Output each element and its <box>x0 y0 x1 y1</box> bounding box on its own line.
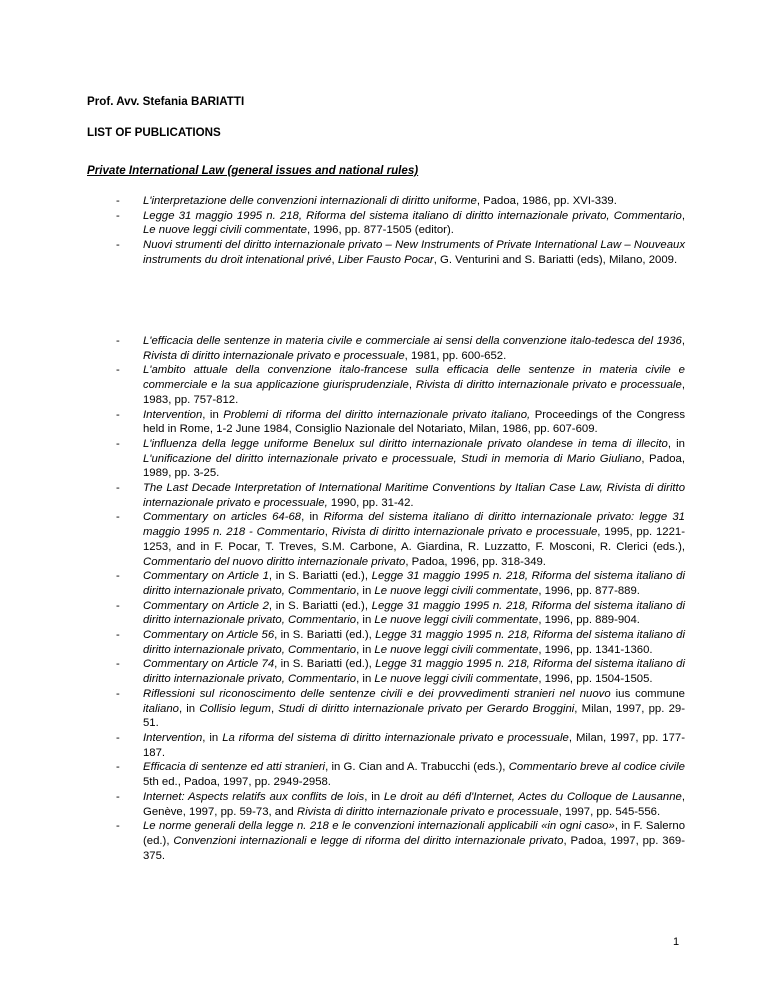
publication-text: Legge 31 maggio 1995 n. 218, Riforma del sistema italiano di diritto internazionale privato, Commentario <box>143 570 685 597</box>
publication-text: , 1983, pp. 757-812. <box>143 379 685 406</box>
publication-text: , <box>331 253 338 266</box>
publication-text: 1990, pp. 31-42. <box>327 496 414 509</box>
publication-text: , G. Venturini and S. Bariatti (eds), Milano, 2009. <box>433 253 678 266</box>
publication-text: , 1995, pp. 1221-1253, and in F. Pocar, T. Treves, S.M. Carbone, A. Giardina, R. Luzzatto, F. Mosconi, R. Clerici (eds.), <box>143 526 686 553</box>
publication-entry <box>116 599 685 628</box>
publication-text: , Padoa, 1986, pp. XVI-339. <box>476 195 617 207</box>
publication-text: Legge 31 maggio 1995 n. 218, Riforma del sistema italiano di diritto internazionale privato, Commentario <box>143 599 685 627</box>
publication-text: , Genève, 1997, pp. 59-73, and <box>143 790 685 818</box>
publication-text: , in G. Cian and A. Trabucchi (eds.), <box>325 761 509 774</box>
publication-text: , in S. Bariatti (ed.), <box>274 629 376 642</box>
publication-text: Intervention <box>143 408 203 421</box>
publication-entry <box>116 569 685 598</box>
publication-text: , 1981, pp. 600-652. <box>404 349 507 362</box>
publication-text: Commentary on Article 1 <box>143 570 269 583</box>
publication-text: Rivista di diritto internazionale privato e processuale <box>143 349 405 362</box>
publication-text: , in S. Bariatti (ed.), <box>268 599 372 612</box>
publication-text: 5th ed., Padoa, 1997, pp. 2949-2958. <box>143 776 331 789</box>
publication-text: , in <box>301 511 324 524</box>
publication-text: , in <box>356 643 375 656</box>
publication-text: Riflessioni sul riconoscimento delle sentenze civili e dei provvedimenti stranieri nel nuovo <box>143 687 611 700</box>
publication-text: , <box>270 702 279 715</box>
section-heading: Private International Law (general issues and national rules) <box>87 164 419 177</box>
publication-entry <box>116 731 685 760</box>
publication-entry <box>116 510 685 569</box>
publication-text: Le nuove leggi civili commentate <box>374 584 539 597</box>
document-title: LIST OF PUBLICATIONS <box>87 126 221 139</box>
publication-text: Le droit au défi d'Internet, Actes du Colloque de Lausanne <box>383 790 682 803</box>
publication-text: Le nuove leggi civili commentate <box>143 224 307 237</box>
publication-text: , Padoa, 1996, pp. 318-349. <box>405 555 546 568</box>
publication-text: Rivista di diritto internazionale privato e processuale <box>415 379 682 392</box>
publication-text: L'unificazione del diritto internazionale privato e processuale, Studi in memoria di Mario Giuliano <box>143 452 642 465</box>
publication-text: Collisio legum <box>199 702 271 715</box>
publication-text: , 1997, pp. 545-556. <box>558 805 661 818</box>
publication-text: , 1996, pp. 1341-1360. <box>538 643 653 656</box>
publication-text: italiano <box>143 702 179 715</box>
publication-entry <box>116 790 685 819</box>
publication-text: Convenzioni internazionali e legge di riforma del diritto internazionale privato <box>173 834 564 847</box>
publication-entry <box>116 334 685 363</box>
publication-text: , in <box>667 437 685 450</box>
publication-text: Commentary on Article 74 <box>143 658 275 671</box>
publication-text: , in <box>364 790 384 803</box>
publication-text: Riforma del sistema italiano di diritto internazionale privato: legge 31 maggio 1995 n. 218 - Commentario <box>143 511 685 539</box>
publication-text: , 1996, pp. 889-904. <box>538 614 640 627</box>
publication-entry <box>116 363 685 407</box>
publication-text: , in <box>356 673 375 686</box>
publication-entry <box>116 628 685 657</box>
publication-text: , in S. Bariatti (ed.), <box>268 570 372 583</box>
publication-text: Commentario breve al codice civile <box>508 761 685 774</box>
publication-text: Le nuove leggi civili commentate <box>374 673 539 686</box>
publication-text: , in S. Bariatti (ed.), <box>274 658 376 671</box>
publication-entry <box>116 657 685 686</box>
publication-text: Le norme generali della legge n. 218 e le convenzioni internazionali applicabili «in ogni caso» <box>143 820 615 833</box>
publication-text: Rivista di diritto internazionale privato e processuale <box>296 805 559 818</box>
publication-text: , 1996, pp. 877-1505 (editor). <box>306 224 454 237</box>
publication-text: ius commune <box>610 687 685 700</box>
publication-text: , <box>681 209 685 222</box>
publication-text: The Last Decade Interpretation of International Maritime Conventions by Italian Case Law, Rivista di diritto internazionale privato e processuale, <box>143 482 685 509</box>
publication-text: Le nuove leggi civili commentate <box>374 643 539 656</box>
publication-text: La riforma del sistema di diritto internazionale privato e processuale <box>222 731 569 744</box>
publication-text: , in <box>356 614 375 627</box>
publication-entry <box>116 238 685 267</box>
publication-text: , Padoa, 1989, pp. 3-25. <box>143 452 685 480</box>
publication-text: Legge 31 maggio 1995 n. 218, Riforma del sistema italiano di diritto internazionale privato, Commentario <box>143 658 685 686</box>
publication-text: Commentario del nuovo diritto internazionale privato <box>143 555 406 568</box>
publication-text: Problemi di riforma del diritto internazionale privato italiano, <box>223 408 531 421</box>
publication-text: L'interpretazione delle convenzioni internazionali di diritto uniforme <box>143 195 477 207</box>
publication-text: , <box>681 335 685 347</box>
publication-text: Legge 31 maggio 1995 n. 218, Riforma del sistema italiano di diritto internazionale privato, Commentario <box>143 629 685 656</box>
publication-text: Internet: Aspects relatifs aux conflits de lois <box>143 790 365 803</box>
publication-text: Nuovi strumenti del diritto internazionale privato – New Instruments of Private International Law – Nouveaux instruments du droit intenational privé <box>143 239 685 266</box>
publication-entry <box>116 437 685 481</box>
publication-entry <box>116 760 685 789</box>
publication-list-articles <box>116 334 685 863</box>
publication-text: L'influenza della legge uniforme Benelux sul diritto internazionale privato olandese in tema di illecito <box>143 437 668 450</box>
publication-text: Commentary on Article 2 <box>143 599 269 612</box>
publication-text: , in <box>202 408 224 421</box>
publication-text: Liber Fausto Pocar <box>337 253 434 266</box>
publication-text: L'ambito attuale della convenzione italo-francese sulla efficacia delle sentenze in materia civile e commerciale e la sua applicazione giurisprudenziale <box>143 364 685 392</box>
publication-text: , 1996, pp. 1504-1505. <box>538 673 653 686</box>
page-number: 1 <box>673 936 680 948</box>
publication-text: Intervention <box>143 731 203 744</box>
publication-text: , in F. Salerno (ed.), <box>143 820 686 847</box>
publication-text: L'efficacia delle sentenze in materia civile e commerciale ai sensi della convenzione italo-tedesca del 1936 <box>143 335 682 347</box>
publication-text: , 1996, pp. 877-889. <box>538 584 640 597</box>
publication-entry <box>116 819 685 863</box>
publication-list-main <box>116 194 685 268</box>
publication-entry <box>116 408 685 437</box>
publication-text: Le nuove leggi civili commentate <box>374 614 539 627</box>
publication-text: , in <box>356 584 375 597</box>
publication-text: , in <box>178 702 200 715</box>
publication-entry <box>116 687 685 731</box>
publication-text: Efficacia di sentenze ed atti stranieri <box>143 761 326 774</box>
publication-text: , in <box>202 731 223 744</box>
publication-text: Legge 31 maggio 1995 n. 218, Riforma del sistema italiano di diritto internazionale privato, Commentario <box>143 209 682 222</box>
publication-text: Commentary on Article 56 <box>143 629 275 642</box>
publication-text: Studi di diritto internazionale privato per Gerardo Broggini <box>278 702 575 715</box>
publication-entry <box>116 209 685 238</box>
publication-text: Proceedings of the Congress held in Rome, 1-2 June 1984, Consiglio Nazionale del Notariato, Milan, 1986, pp. 607-609. <box>143 408 685 436</box>
publication-entry <box>116 194 685 209</box>
author-name: Prof. Avv. Stefania BARIATTI <box>87 95 245 108</box>
publication-text: , Padoa, 1997, pp. 369-375. <box>143 834 685 862</box>
publication-text: , <box>324 526 332 539</box>
publication-text: , Milan, 1997, pp. 177-187. <box>143 731 685 759</box>
publication-entry <box>116 481 685 510</box>
publication-text: , Milan, 1997, pp. 29-51. <box>143 702 685 730</box>
publication-text: , <box>408 379 416 392</box>
publication-text: Commentary on articles 64-68 <box>143 511 302 524</box>
publication-text: Rivista di diritto internazionale privato e processuale <box>331 526 598 539</box>
